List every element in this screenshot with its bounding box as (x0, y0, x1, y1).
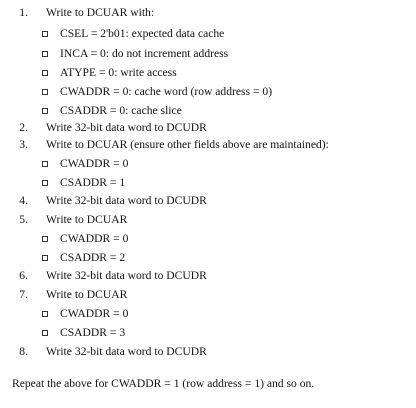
step-text: Write 32-bit data word to DCUDR (46, 121, 207, 134)
sub-item-text: CWADDR = 0 (60, 157, 129, 170)
sub-item-text: CSADDR = 1 (60, 176, 126, 189)
square-bullet-icon (42, 108, 48, 114)
step-text: Write 32-bit data word to DCUDR (46, 269, 207, 282)
sub-item-text: CSADDR = 0: cache slice (60, 104, 182, 117)
square-bullet-icon (42, 51, 48, 57)
step-number: 2. (19, 121, 28, 134)
square-bullet-icon (42, 161, 48, 167)
square-bullet-icon (42, 236, 48, 242)
square-bullet-icon (42, 180, 48, 186)
step-number: 7. (19, 288, 28, 301)
step-text: Write to DCUAR (ensure other fields above are maintained): (46, 138, 329, 151)
sub-item-text: INCA = 0: do not increment address (60, 47, 229, 60)
sub-item-text: CWADDR = 0 (60, 307, 129, 320)
sub-item-text: CSEL = 2'b01: expected data cache (60, 27, 225, 40)
footer-note: Repeat the above for CWADDR = 1 (row address = 1) and so on. (12, 377, 315, 390)
step-text: Write 32-bit data word to DCUDR (46, 345, 207, 358)
square-bullet-icon (42, 330, 48, 336)
step-number: 1. (19, 6, 28, 19)
step-text: Write to DCUAR (46, 288, 128, 301)
square-bullet-icon (42, 70, 48, 76)
step-number: 5. (19, 213, 28, 226)
square-bullet-icon (42, 31, 48, 37)
step-number: 3. (19, 138, 28, 151)
step-number: 4. (19, 194, 28, 207)
step-text: Write to DCUAR with: (46, 6, 155, 19)
sub-item-text: ATYPE = 0: write access (60, 66, 177, 79)
step-number: 8. (19, 345, 28, 358)
step-text: Write 32-bit data word to DCUDR (46, 194, 207, 207)
step-text: Write to DCUAR (46, 213, 128, 226)
sub-item-text: CWADDR = 0 (60, 232, 129, 245)
step-number: 6. (19, 269, 28, 282)
square-bullet-icon (42, 255, 48, 261)
sub-item-text: CSADDR = 3 (60, 326, 126, 339)
sub-item-text: CSADDR = 2 (60, 251, 126, 264)
square-bullet-icon (42, 89, 48, 95)
square-bullet-icon (42, 311, 48, 317)
sub-item-text: CWADDR = 0: cache word (row address = 0) (60, 85, 273, 98)
